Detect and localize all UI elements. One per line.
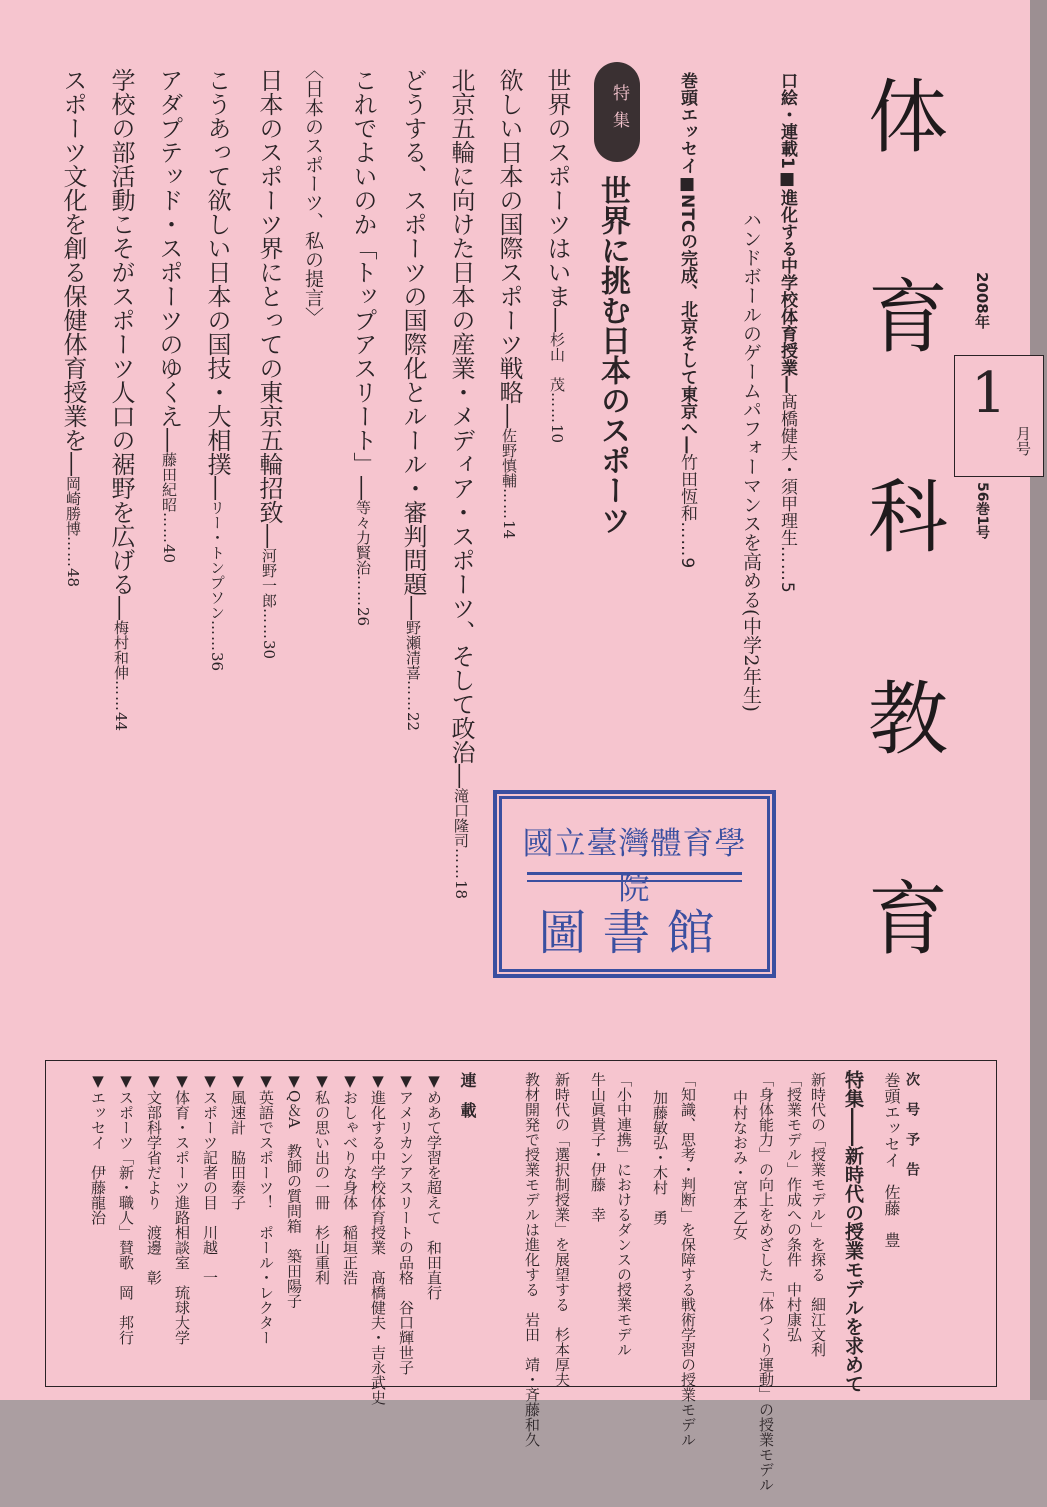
next-issue-item: 中村なおみ・宮本乙女 <box>731 1090 749 1240</box>
toc-page: 9 <box>677 557 697 569</box>
next-issue-item: 「授業モデル」作成への条件 中村康弘 <box>785 1072 803 1342</box>
title-char-4: 教 <box>868 673 948 766</box>
title-char-2: 育 <box>868 271 948 364</box>
next-issue-item: 「知識、思考・判断」を保障する戦術学習の授業モデル <box>679 1072 697 1447</box>
toc-frontispiece-subtitle: ハンドボールのゲームパフォーマンスを高める(中学2年生) <box>740 210 762 712</box>
proposal-article: スポーツ文化を創る保健体育授業を―岡崎勝博……48 <box>59 68 87 588</box>
toc-frontispiece: 口絵・連載1■進化する中学校体育授業―髙橋健夫・須甲理生……5 <box>777 72 797 593</box>
toc-author: 梅村和伸 <box>112 620 130 680</box>
proposal-article: 学校の部活動こそがスポーツ人口の裾野を広げる―梅村和伸……44 <box>107 68 135 732</box>
feature-article: 欲しい日本の国際スポーツ戦略―佐野慎輔……14 <box>495 68 523 540</box>
stamp-rule <box>527 880 742 882</box>
page-edge-right <box>1030 0 1047 1507</box>
next-issue-item: 新時代の「授業モデル」を探る 細江文利 <box>809 1072 827 1357</box>
toc-author: 野瀬清喜 <box>404 620 422 680</box>
toc-page: 18 <box>452 880 470 900</box>
feature-article: 北京五輪に向けた日本の産業・メディア・スポーツ、そして政治―滝口隆司……18 <box>447 68 475 900</box>
toc-author: 河野一郎 <box>260 548 278 608</box>
next-issue-item: 牛山眞貴子・伊藤 幸 <box>589 1072 607 1222</box>
issue-volume: 56巻1号 <box>974 482 990 540</box>
serial-item: ▼体育・スポーツ進路相談室 琉球大学 <box>173 1072 191 1345</box>
proposal-article: こうあって欲しい日本の国技・大相撲―リー・トンプソン……36 <box>203 68 231 672</box>
serial-item: ▼Q＆A 教師の質問箱 築田陽子 <box>285 1072 303 1309</box>
toc-page: 40 <box>160 544 178 564</box>
toc-page: 5 <box>777 581 797 593</box>
toc-page: 14 <box>500 520 518 540</box>
serials-heading: 連載 <box>458 1072 477 1132</box>
toc-author: 等々力賢治 <box>354 500 372 575</box>
toc-author: リー・トンプソン <box>208 500 226 620</box>
next-issue-essay: 巻頭エッセイ 佐藤 豊 <box>882 1072 901 1248</box>
toc-author: 岡崎勝博 <box>64 476 82 536</box>
stamp-institution: 國立臺灣體育學院 <box>522 826 747 907</box>
toc-page: 44 <box>112 712 130 732</box>
stamp-rule <box>527 872 742 875</box>
toc-author: 杉山 茂 <box>548 332 566 392</box>
serial-item: ▼私の思い出の一冊 杉山重利 <box>313 1072 331 1285</box>
stamp-library: 圖書館 <box>538 905 731 961</box>
toc-page: 10 <box>548 424 566 444</box>
issue-month-number: 1 <box>971 361 1007 426</box>
serial-item: ▼英語でスポーツ！ ポール・レクター <box>257 1072 275 1345</box>
title-char-1: 体 <box>868 71 948 164</box>
serial-item: ▼スポーツ記者の目 川越 一 <box>201 1072 219 1285</box>
next-issue-heading: 次号予告 <box>904 1072 920 1192</box>
next-issue-feature: 特集――新時代の授業モデルを求めて <box>842 1070 864 1393</box>
next-issue-item: 新時代の「選択制授業」を展望する 杉本厚夫 <box>553 1072 571 1387</box>
feature-article: 世界のスポーツはいま―杉山 茂……10 <box>543 68 571 444</box>
toc-author: 滝口隆司 <box>452 788 470 848</box>
toc-author: 髙橋健夫・須甲理生 <box>777 392 797 546</box>
toc-page: 22 <box>404 712 422 732</box>
feature-title: 世界に挑む日本のスポーツ <box>595 175 630 535</box>
serial-item: ▼おしゃべりな身体 稲垣正浩 <box>341 1072 359 1285</box>
toc-page: 36 <box>208 652 226 672</box>
library-stamp <box>493 790 776 978</box>
serial-item: ▼めあて学習を超えて 和田直行 <box>425 1072 443 1300</box>
issue-month-label: 月号 <box>1014 426 1032 456</box>
toc-page: 48 <box>64 568 82 588</box>
feature-article: これでよいのか「トップアスリート」―等々力賢治……26 <box>349 68 377 627</box>
title-char-3: 科 <box>868 471 948 564</box>
title-char-5: 育 <box>868 873 948 966</box>
next-issue-item: 教材開発で授業モデルは進化する 岩田 靖・斉藤和久 <box>523 1072 541 1447</box>
toc-author: 竹田恆和 <box>677 453 697 522</box>
serial-item: ▼アメリカンアスリートの品格 谷口輝世子 <box>397 1072 415 1375</box>
serial-item: ▼進化する中学校体育授業 髙橋健夫・吉永武史 <box>369 1072 387 1405</box>
toc-author: 佐野慎輔 <box>500 428 518 488</box>
serial-item: ▼スポーツ「新・職人」賛歌 岡 邦行 <box>117 1072 135 1345</box>
toc-page: 26 <box>354 607 372 627</box>
feature-badge: 特集 <box>594 62 640 162</box>
serial-item: ▼文部科学省だより 渡邊 彰 <box>145 1072 163 1285</box>
issue-year: 2008年 <box>973 272 991 329</box>
issue-box <box>954 355 1044 477</box>
next-issue-item: 「小中連携」におけるダンスの授業モデル <box>615 1072 633 1357</box>
toc-page: 30 <box>260 640 278 660</box>
toc-essay: 巻頭エッセイ■NTCの完成、北京そして東京へ―竹田恆和……9 <box>677 72 697 569</box>
proposal-article: 日本のスポーツ界にとっての東京五輪招致―河野一郎……30 <box>255 68 283 660</box>
feature-article: どうする、スポーツの国際化とルール・審判問題―野瀬清喜……22 <box>399 68 427 732</box>
subsection-heading: 〈日本のスポーツ、私の提言〉 <box>302 60 324 326</box>
serial-item: ▼風速計 脇田泰子 <box>229 1072 247 1210</box>
next-issue-item: 「身体能力」の向上をめざした「体つくり運動」の授業モデル <box>757 1072 775 1492</box>
toc-author: 藤田紀昭 <box>160 452 178 512</box>
serial-item: ▼エッセイ 伊藤龍治 <box>89 1072 107 1225</box>
next-issue-item: 加藤敏弘・木村 勇 <box>651 1090 669 1225</box>
proposal-article: アダプテッド・スポーツのゆくえ―藤田紀昭……40 <box>155 68 183 564</box>
